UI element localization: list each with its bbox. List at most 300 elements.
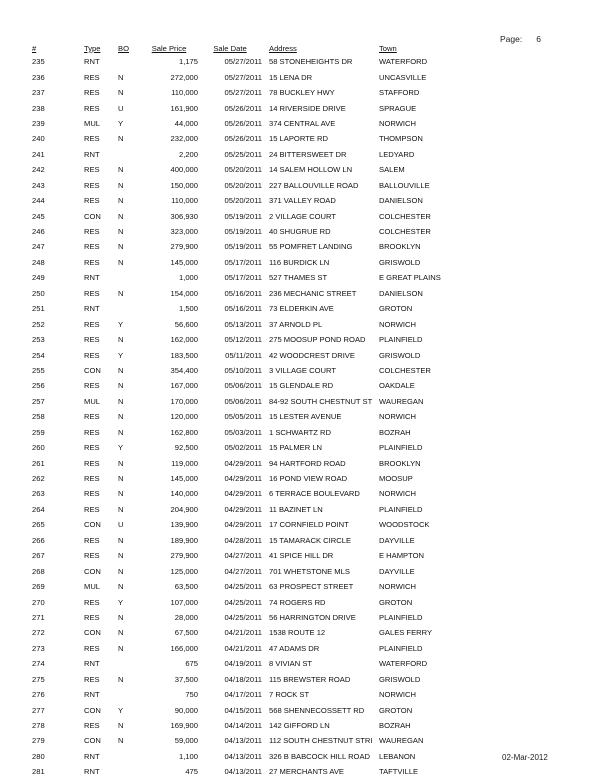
cell-sale-date: 04/29/2011 <box>224 520 262 530</box>
cell-sale-price: 204,900 <box>170 504 198 514</box>
cell-type: RES <box>84 72 100 82</box>
cell-address: 227 BALLOUVILLE ROAD <box>269 180 359 190</box>
cell-address: 17 CORNFIELD POINT <box>269 520 349 530</box>
cell-type: RES <box>84 489 100 499</box>
cell-number: 245 <box>32 211 45 221</box>
cell-sale-price: 400,000 <box>170 165 198 175</box>
page-label-text: Page: <box>500 34 523 44</box>
cell-address: 371 VALLEY ROAD <box>269 196 336 206</box>
cell-bo: N <box>118 227 124 237</box>
table-row <box>32 440 459 455</box>
cell-type: RES <box>84 350 100 360</box>
cell-address: 24 BITTERSWEET DR <box>269 149 347 159</box>
table-row <box>32 625 459 640</box>
cell-type: RES <box>84 474 100 484</box>
cell-number: 256 <box>32 381 45 391</box>
cell-number: 272 <box>32 628 45 638</box>
cell-town: PLAINFIELD <box>379 612 423 622</box>
cell-town: LEBANON <box>379 751 416 761</box>
cell-address: 55 POMFRET LANDING <box>269 242 353 252</box>
cell-sale-date: 04/25/2011 <box>224 597 262 607</box>
cell-town: LEDYARD <box>379 149 415 159</box>
cell-address: 1 SCHWARTZ RD <box>269 427 332 437</box>
cell-address: 15 GLENDALE RD <box>269 381 334 391</box>
cell-sale-date: 05/26/2011 <box>224 103 262 113</box>
table-row <box>32 749 459 764</box>
cell-number: 266 <box>32 535 45 545</box>
cell-bo: N <box>118 736 124 746</box>
cell-bo: N <box>118 504 124 514</box>
cell-town: GROTON <box>379 304 413 314</box>
cell-number: 260 <box>32 443 45 453</box>
cell-town: E HAMPTON <box>379 551 425 561</box>
cell-sale-price: 279,900 <box>170 551 198 561</box>
cell-sale-price: 272,000 <box>170 72 198 82</box>
cell-sale-price: 37,500 <box>174 674 198 684</box>
cell-town: PLAINFIELD <box>379 504 423 514</box>
cell-number: 275 <box>32 674 45 684</box>
cell-bo: N <box>118 458 124 468</box>
cell-sale-date: 05/17/2011 <box>224 257 262 267</box>
table-row <box>32 301 459 316</box>
cell-sale-date: 05/19/2011 <box>224 211 262 221</box>
column-header-type: Type <box>84 44 101 53</box>
cell-type: RES <box>84 597 100 607</box>
cell-sale-date: 05/20/2011 <box>224 165 262 175</box>
cell-town: COLCHESTER <box>379 227 431 237</box>
cell-town: COLCHESTER <box>379 211 431 221</box>
cell-address: 63 PROSPECT STREET <box>269 582 354 592</box>
cell-type: RES <box>84 721 100 731</box>
cell-sale-price: 154,000 <box>170 288 198 298</box>
cell-sale-date: 05/26/2011 <box>224 118 262 128</box>
cell-type: RNT <box>84 57 100 67</box>
cell-bo: N <box>118 180 124 190</box>
cell-sale-date: 05/20/2011 <box>224 180 262 190</box>
cell-sale-date: 04/29/2011 <box>224 474 262 484</box>
cell-type: RES <box>84 504 100 514</box>
cell-town: NORWICH <box>379 319 416 329</box>
cell-sale-price: 59,000 <box>174 736 198 746</box>
cell-town: PLAINFIELD <box>379 443 423 453</box>
column-header-number: # <box>32 44 37 53</box>
cell-number: 273 <box>32 643 45 653</box>
cell-address: 58 STONEHEIGHTS DR <box>269 57 353 67</box>
table-row <box>32 347 459 362</box>
cell-sale-date: 05/02/2011 <box>224 443 262 453</box>
cell-town: WAUREGAN <box>379 736 424 746</box>
cell-town: BALLOUVILLE <box>379 180 430 190</box>
cell-town: TAFTVILLE <box>379 767 419 777</box>
cell-sale-price: 56,600 <box>174 319 198 329</box>
cell-type: RNT <box>84 690 100 700</box>
cell-address: 568 SHENNECOSSETT RD <box>269 705 365 715</box>
cell-sale-price: 67,500 <box>174 628 198 638</box>
table-row <box>32 363 459 378</box>
cell-address: 236 MECHANIC STREET <box>269 288 357 298</box>
cell-sale-price: 1,000 <box>178 273 198 283</box>
cell-bo: Y <box>118 118 124 128</box>
cell-sale-date: 04/17/2011 <box>224 690 262 700</box>
cell-bo: N <box>118 427 124 437</box>
cell-sale-date: 04/13/2011 <box>224 751 262 761</box>
table-row <box>32 425 459 440</box>
cell-sale-price: 1,100 <box>178 751 198 761</box>
cell-town: BOZRAH <box>379 721 411 731</box>
table-row <box>32 455 459 470</box>
cell-town: OAKDALE <box>379 381 415 391</box>
table-row <box>32 239 459 254</box>
cell-type: RES <box>84 257 100 267</box>
cell-sale-price: 150,000 <box>170 180 198 190</box>
table-row <box>32 733 459 748</box>
cell-sale-price: 2,200 <box>178 149 198 159</box>
cell-bo: N <box>118 396 124 406</box>
cell-town: DANIELSON <box>379 196 423 206</box>
cell-town: NORWICH <box>379 489 416 499</box>
cell-type: RES <box>84 88 100 98</box>
cell-sale-date: 05/11/2011 <box>225 350 262 360</box>
cell-sale-price: 162,800 <box>170 427 198 437</box>
cell-type: RES <box>84 242 100 252</box>
cell-sale-price: 92,500 <box>174 443 198 453</box>
table-row <box>32 85 459 100</box>
cell-town: WAUREGAN <box>379 396 424 406</box>
cell-town: THOMPSON <box>379 134 423 144</box>
table-row <box>32 286 459 301</box>
cell-bo: N <box>118 628 124 638</box>
table-row <box>32 178 459 193</box>
cell-town: DANIELSON <box>379 288 423 298</box>
cell-sale-date: 04/27/2011 <box>224 551 262 561</box>
cell-address: 6 TERRACE BOULEVARD <box>269 489 360 499</box>
table-row <box>32 116 459 131</box>
cell-sale-price: 110,000 <box>171 88 198 98</box>
table-row <box>32 579 459 594</box>
table-row <box>32 394 459 409</box>
cell-type: RES <box>84 288 100 298</box>
cell-address: 40 SHUGRUE RD <box>269 227 331 237</box>
cell-number: 242 <box>32 165 45 175</box>
cell-sale-date: 04/13/2011 <box>224 767 262 777</box>
cell-town: WATERFORD <box>379 659 428 669</box>
cell-number: 247 <box>32 242 45 252</box>
cell-sale-date: 04/18/2011 <box>224 674 262 684</box>
cell-sale-price: 166,000 <box>170 643 198 653</box>
table-body <box>32 54 459 780</box>
cell-address: 275 MOOSUP POND ROAD <box>269 335 366 345</box>
cell-address: 374 CENTRAL AVE <box>269 118 336 128</box>
column-header-bo: BO <box>118 44 129 53</box>
cell-number: 235 <box>32 57 45 67</box>
cell-sale-price: 44,000 <box>174 118 198 128</box>
cell-sale-date: 05/19/2011 <box>224 242 262 252</box>
cell-type: RES <box>84 227 100 237</box>
cell-town: SPRAGUE <box>379 103 417 113</box>
cell-number: 249 <box>32 273 45 283</box>
cell-town: BROOKLYN <box>379 458 421 468</box>
sales-table <box>32 43 459 780</box>
cell-town: STAFFORD <box>379 88 420 98</box>
table-row <box>32 255 459 270</box>
cell-sale-date: 05/13/2011 <box>224 319 262 329</box>
cell-number: 237 <box>32 88 45 98</box>
report-date: 02-Mar-2012 <box>502 753 548 762</box>
cell-sale-price: 145,000 <box>170 474 198 484</box>
cell-address: 2 VILLAGE COURT <box>269 211 336 221</box>
cell-sale-date: 04/29/2011 <box>224 489 262 499</box>
column-header-town: Town <box>379 44 397 53</box>
cell-sale-date: 05/03/2011 <box>224 427 262 437</box>
cell-bo: N <box>118 551 124 561</box>
table-header-row <box>32 43 459 54</box>
table-row <box>32 486 459 501</box>
cell-bo: N <box>118 643 124 653</box>
cell-sale-date: 05/06/2011 <box>224 381 262 391</box>
column-header-sale-date: Sale Date <box>213 44 247 53</box>
cell-town: GALES FERRY <box>379 628 433 638</box>
cell-sale-date: 05/27/2011 <box>224 72 262 82</box>
cell-number: 268 <box>32 566 45 576</box>
table-row <box>32 702 459 717</box>
cell-sale-date: 05/10/2011 <box>224 365 262 375</box>
cell-number: 252 <box>32 319 45 329</box>
cell-town: BROOKLYN <box>379 242 421 252</box>
cell-number: 258 <box>32 412 45 422</box>
cell-number: 281 <box>32 767 45 777</box>
cell-number: 243 <box>32 180 45 190</box>
cell-sale-price: 1,175 <box>178 57 198 67</box>
cell-sale-date: 04/19/2011 <box>224 659 262 669</box>
cell-bo <box>118 301 140 316</box>
table-row <box>32 69 459 84</box>
cell-number: 240 <box>32 134 45 144</box>
table-row <box>32 193 459 208</box>
cell-sale-date: 04/25/2011 <box>224 582 262 592</box>
cell-address: 15 LAPORTE RD <box>269 134 328 144</box>
table-row <box>32 224 459 239</box>
cell-town: GRISWOLD <box>379 257 421 267</box>
cell-number: 238 <box>32 103 45 113</box>
cell-bo: N <box>118 381 124 391</box>
cell-bo: N <box>118 566 124 576</box>
cell-address: 14 RIVERSIDE DRIVE <box>269 103 346 113</box>
cell-town: DAYVILLE <box>379 535 415 545</box>
cell-town: COLCHESTER <box>379 365 431 375</box>
cell-sale-price: 140,000 <box>170 489 198 499</box>
cell-number: 248 <box>32 257 45 267</box>
cell-sale-price: 1,500 <box>178 304 198 314</box>
table-row <box>32 147 459 162</box>
table-row <box>32 409 459 424</box>
cell-bo: N <box>118 196 124 206</box>
cell-bo: N <box>118 165 124 175</box>
cell-type: CON <box>84 365 101 375</box>
cell-sale-price: 110,000 <box>171 196 198 206</box>
cell-type: CON <box>84 520 101 530</box>
cell-sale-price: 145,000 <box>170 257 198 267</box>
cell-type: RNT <box>84 659 100 669</box>
cell-address: 56 HARRINGTON DRIVE <box>269 612 356 622</box>
table-row <box>32 548 459 563</box>
cell-sale-date: 05/06/2011 <box>224 396 262 406</box>
cell-number: 265 <box>32 520 45 530</box>
table-row <box>32 208 459 223</box>
cell-address: 15 LESTER AVENUE <box>269 412 342 422</box>
cell-sale-price: 675 <box>185 659 198 669</box>
cell-sale-price: 119,000 <box>171 458 198 468</box>
cell-address: 115 BREWSTER ROAD <box>269 674 351 684</box>
cell-type: CON <box>84 211 101 221</box>
cell-address: 15 PALMER LN <box>269 443 323 453</box>
table-row <box>32 378 459 393</box>
cell-address: 1538 ROUTE 12 <box>269 628 326 638</box>
cell-number: 276 <box>32 690 45 700</box>
cell-type: RES <box>84 443 100 453</box>
cell-address: 74 ROGERS RD <box>269 597 326 607</box>
cell-number: 261 <box>32 458 45 468</box>
cell-town: GROTON <box>379 705 413 715</box>
table-row <box>32 316 459 331</box>
cell-number: 246 <box>32 227 45 237</box>
cell-type: RNT <box>84 149 100 159</box>
cell-bo: N <box>118 72 124 82</box>
cell-address: 112 SOUTH CHESTNUT STRI <box>269 736 373 746</box>
cell-type: RES <box>84 427 100 437</box>
cell-sale-price: 232,000 <box>170 134 198 144</box>
table-row <box>32 162 459 177</box>
table-row <box>32 533 459 548</box>
table-row <box>32 517 459 532</box>
cell-type: RES <box>84 458 100 468</box>
cell-type: RES <box>84 165 100 175</box>
table-row <box>32 718 459 733</box>
cell-address: 27 MERCHANTS AVE <box>269 767 344 777</box>
cell-address: 14 SALEM HOLLOW LN <box>269 165 353 175</box>
cell-sale-date: 05/05/2011 <box>224 412 262 422</box>
cell-type: RES <box>84 319 100 329</box>
cell-sale-date: 05/20/2011 <box>224 196 262 206</box>
cell-bo: N <box>118 335 124 345</box>
cell-address: 701 WHETSTONE MLS <box>269 566 350 576</box>
cell-sale-price: 189,900 <box>170 535 198 545</box>
cell-town: E GREAT PLAINS <box>379 273 441 283</box>
cell-number: 241 <box>32 149 45 159</box>
cell-sale-price: 169,900 <box>170 721 198 731</box>
cell-number: 278 <box>32 721 45 731</box>
cell-address: 8 VIVIAN ST <box>269 659 313 669</box>
cell-bo <box>118 749 140 764</box>
cell-number: 250 <box>32 288 45 298</box>
cell-town: NORWICH <box>379 582 416 592</box>
cell-address: 527 THAMES ST <box>269 273 328 283</box>
table-row <box>32 687 459 702</box>
cell-number: 280 <box>32 751 45 761</box>
cell-address: 142 GIFFORD LN <box>269 721 330 731</box>
cell-type: RES <box>84 643 100 653</box>
table-row <box>32 563 459 578</box>
cell-number: 277 <box>32 705 45 715</box>
cell-bo <box>118 656 140 671</box>
table-row <box>32 656 459 671</box>
table-row <box>32 332 459 347</box>
cell-sale-date: 05/26/2011 <box>224 134 262 144</box>
cell-sale-price: 167,000 <box>170 381 198 391</box>
cell-sale-date: 04/15/2011 <box>224 705 262 715</box>
cell-number: 271 <box>32 612 45 622</box>
cell-bo: N <box>118 257 124 267</box>
cell-bo: U <box>118 103 124 113</box>
cell-sale-date: 05/27/2011 <box>224 88 262 98</box>
cell-type: CON <box>84 566 101 576</box>
cell-town: NORWICH <box>379 118 416 128</box>
cell-bo <box>118 54 140 69</box>
cell-bo: Y <box>118 350 124 360</box>
column-header-sale-price: Sale Price <box>151 44 187 53</box>
cell-town: WATERFORD <box>379 57 428 67</box>
cell-type: RES <box>84 674 100 684</box>
cell-address: 41 SPICE HILL DR <box>269 551 334 561</box>
cell-address: 78 BUCKLEY HWY <box>269 88 335 98</box>
cell-address: 15 TAMARACK CIRCLE <box>269 535 352 545</box>
table-row <box>32 270 459 285</box>
page-number: 6 <box>536 34 541 44</box>
cell-sale-price: 139,900 <box>170 520 198 530</box>
cell-sale-date: 05/27/2011 <box>224 57 262 67</box>
cell-town: NORWICH <box>379 412 416 422</box>
cell-number: 257 <box>32 396 45 406</box>
cell-sale-date: 05/19/2011 <box>224 227 262 237</box>
cell-type: MUL <box>84 396 101 406</box>
cell-bo: N <box>118 242 124 252</box>
cell-type: RNT <box>84 751 100 761</box>
cell-bo <box>118 147 140 162</box>
cell-number: 267 <box>32 551 45 561</box>
cell-sale-date: 04/28/2011 <box>224 535 262 545</box>
cell-bo: N <box>118 288 124 298</box>
cell-number: 274 <box>32 659 45 669</box>
cell-address: 16 POND VIEW ROAD <box>269 474 348 484</box>
cell-type: RES <box>84 103 100 113</box>
cell-number: 253 <box>32 335 45 345</box>
cell-town: SALEM <box>379 165 405 175</box>
cell-address: 326 B BABCOCK HILL ROAD <box>269 751 371 761</box>
table-row <box>32 100 459 115</box>
cell-sale-price: 354,400 <box>170 365 198 375</box>
cell-bo: Y <box>118 597 124 607</box>
cell-sale-price: 107,000 <box>170 597 198 607</box>
cell-sale-price: 63,500 <box>174 582 198 592</box>
cell-bo: U <box>118 520 124 530</box>
cell-sale-price: 279,900 <box>170 242 198 252</box>
cell-sale-date: 04/29/2011 <box>224 504 262 514</box>
cell-number: 264 <box>32 504 45 514</box>
cell-sale-date: 05/16/2011 <box>224 304 262 314</box>
cell-number: 236 <box>32 72 45 82</box>
cell-bo: N <box>118 412 124 422</box>
cell-town: BOZRAH <box>379 427 411 437</box>
cell-type: RNT <box>84 304 100 314</box>
cell-town: GRISWOLD <box>379 350 421 360</box>
cell-sale-price: 475 <box>185 767 198 777</box>
cell-bo: N <box>118 674 124 684</box>
cell-bo: N <box>118 582 124 592</box>
cell-type: MUL <box>84 118 101 128</box>
cell-address: 116 BURDICK LN <box>269 257 330 267</box>
cell-sale-price: 161,900 <box>170 103 198 113</box>
cell-number: 259 <box>32 427 45 437</box>
cell-bo: N <box>118 474 124 484</box>
